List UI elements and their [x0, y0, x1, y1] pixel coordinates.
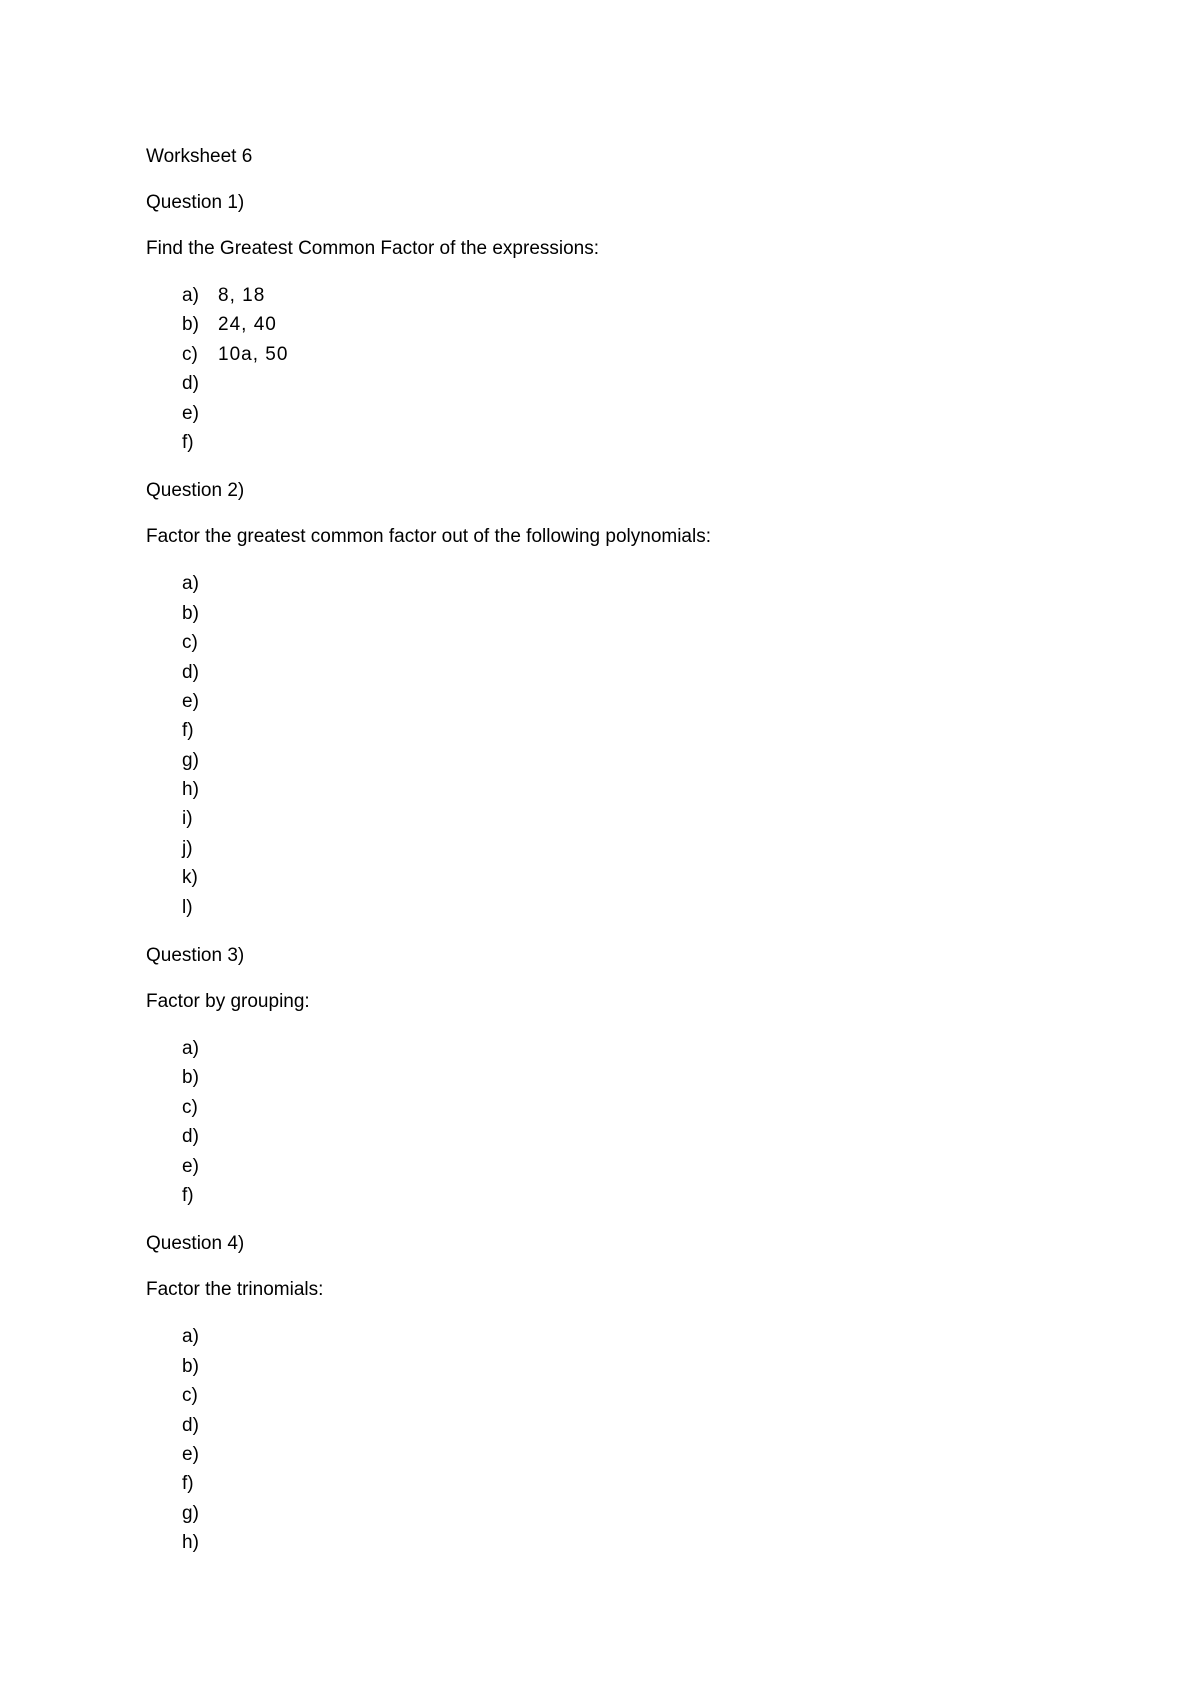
item-label: a)	[182, 573, 199, 595]
item-label: f)	[182, 1184, 194, 1206]
question-items	[146, 1322, 1106, 1557]
item-label: d)	[182, 1414, 199, 1436]
item-label: b)	[182, 1355, 199, 1377]
list-item	[146, 1411, 1106, 1440]
list-item	[146, 1034, 1106, 1063]
list-item	[146, 1352, 1106, 1381]
item-label: a)	[182, 285, 199, 306]
item-label: i)	[182, 808, 193, 830]
list-item	[146, 716, 1106, 745]
item-label: h)	[182, 779, 199, 801]
item-label: c)	[182, 1096, 198, 1118]
item-label: a)	[182, 1326, 199, 1348]
question-heading: Question 2)	[146, 480, 245, 502]
question-heading: Question 4)	[146, 1233, 245, 1255]
item-label: e)	[182, 1155, 199, 1177]
item-label: e)	[182, 402, 199, 424]
list-item	[146, 1469, 1106, 1498]
list-item	[146, 281, 1106, 310]
list-item	[146, 746, 1106, 775]
item-label: a)	[182, 1038, 199, 1060]
item-label: d)	[182, 661, 199, 683]
list-item	[146, 599, 1106, 628]
item-label: b)	[182, 1067, 199, 1089]
item-label: g)	[182, 1502, 199, 1524]
item-label: c)	[182, 632, 198, 654]
item-label: g)	[182, 749, 199, 771]
question-instruction: Factor by grouping:	[146, 991, 310, 1013]
question-4-section	[146, 1232, 1106, 1557]
question-instruction: Find the Greatest Common Factor of the expressions:	[146, 238, 600, 259]
list-item	[146, 310, 1106, 339]
list-item	[146, 804, 1106, 833]
list-item	[146, 1181, 1106, 1210]
question-2-section	[146, 479, 1106, 922]
list-item	[146, 1440, 1106, 1469]
list-item	[146, 658, 1106, 687]
item-label: j)	[182, 837, 193, 859]
item-label: b)	[182, 602, 199, 624]
list-item	[146, 863, 1106, 892]
item-label: d)	[182, 373, 199, 395]
worksheet-title: Worksheet 6	[146, 146, 253, 167]
item-value: 10a, 50	[218, 343, 289, 365]
list-item	[146, 834, 1106, 863]
item-label: f)	[182, 720, 194, 742]
question-heading: Question 1)	[146, 192, 245, 213]
question-instruction: Factor the trinomials:	[146, 1279, 324, 1301]
list-item	[146, 1528, 1106, 1557]
list-item	[146, 1152, 1106, 1181]
list-item	[146, 775, 1106, 804]
list-item	[146, 569, 1106, 598]
list-item	[146, 893, 1106, 922]
question-1-section	[146, 191, 1106, 457]
item-label: c)	[182, 343, 198, 365]
item-label: e)	[182, 690, 199, 712]
item-label: b)	[182, 314, 199, 336]
item-label: f)	[182, 1473, 194, 1495]
item-label: c)	[182, 1385, 198, 1407]
question-instruction: Factor the greatest common factor out of the following polynomials:	[146, 526, 711, 548]
question-heading: Question 3)	[146, 945, 245, 967]
item-label: l)	[182, 896, 193, 918]
item-label: k)	[182, 867, 198, 889]
item-label: d)	[182, 1126, 199, 1148]
list-item	[146, 428, 1106, 457]
list-item	[146, 1093, 1106, 1122]
item-label: h)	[182, 1532, 199, 1554]
list-item	[146, 369, 1106, 398]
list-item	[146, 1322, 1106, 1351]
list-item	[146, 1381, 1106, 1410]
item-label: e)	[182, 1443, 199, 1465]
list-item	[146, 399, 1106, 428]
item-label: f)	[182, 431, 194, 453]
list-item	[146, 687, 1106, 716]
item-value: 8, 18	[218, 285, 266, 306]
list-item	[146, 1122, 1106, 1151]
question-items	[146, 281, 1106, 457]
list-item	[146, 628, 1106, 657]
question-items	[146, 569, 1106, 922]
question-3-section	[146, 944, 1106, 1210]
document-body	[146, 145, 1106, 1580]
list-item	[146, 1499, 1106, 1528]
list-item	[146, 340, 1106, 369]
list-item	[146, 1063, 1106, 1092]
item-value: 24, 40	[218, 314, 277, 336]
question-items	[146, 1034, 1106, 1210]
